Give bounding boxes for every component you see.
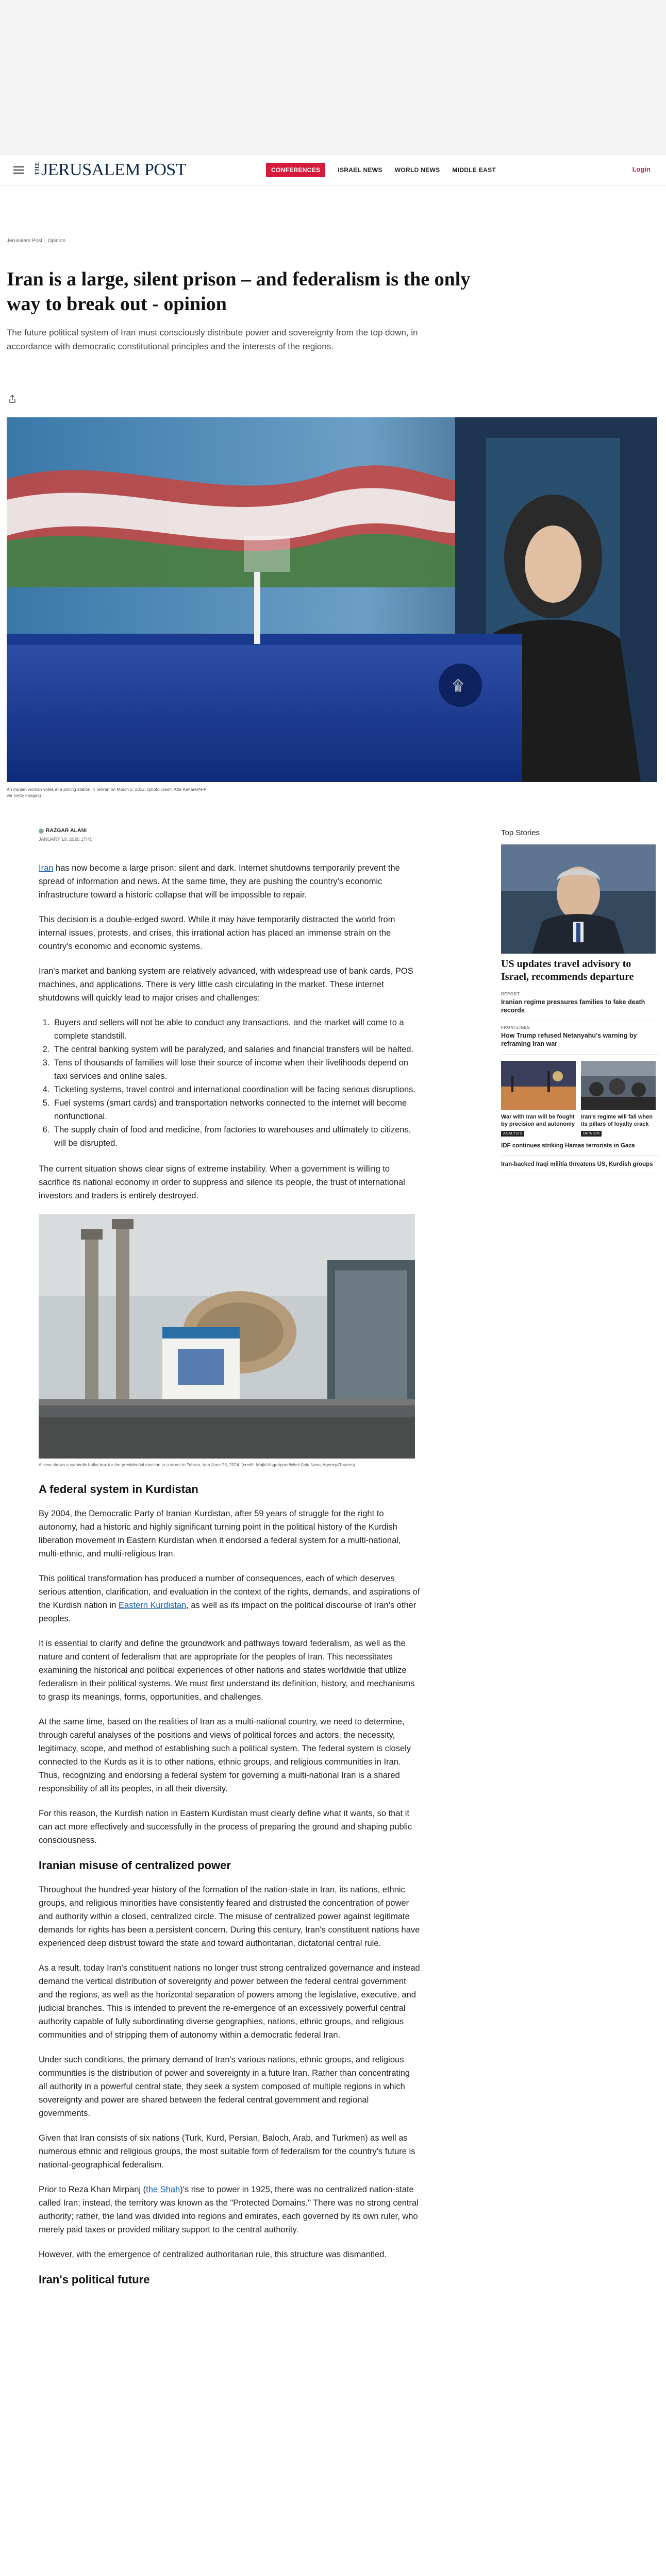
breadcrumb-section[interactable]: Opinion [47, 238, 65, 244]
main-photo-caption: An Iranian woman votes at a polling station in Tehran on March 2, 2012. (photo credit: Atta Kenare/AFP via Getty Images) [7, 787, 207, 798]
eastern-kurdistan-link[interactable]: Eastern Kurdistan [119, 1601, 187, 1610]
paragraph: The current situation shows clear signs of extreme instability. When a government is willing to sacrifice its national economy in order to suppress and silence its people, the trust of international investors and traders is entirely destroyed. [39, 1164, 405, 1200]
grid-story-image [501, 1061, 576, 1110]
sidebar-title: Top Stories [501, 828, 540, 837]
iran-link[interactable]: Iran [39, 863, 54, 873]
site-header [0, 155, 666, 185]
ballot-box-photo [39, 1214, 415, 1459]
section-heading: Iran's political future [39, 2273, 150, 2286]
list-item: 5. Fuel systems (smart cards) and transportation networks connected to the internet will become nonfunctional. [52, 1096, 420, 1123]
main-nav [266, 155, 496, 185]
list-item: 1. Buyers and sellers will not be able to conduct any transactions, and the market will come to a complete standstill. [52, 1016, 420, 1043]
main-article-photo [7, 417, 657, 782]
article-headline: Iran is a large, silent prison – and federalism is the only way to break out - opinion [7, 268, 471, 315]
opinion-badge: OPINION [581, 1131, 602, 1137]
grid-story-image [581, 1061, 656, 1110]
paragraph: Under such conditions, the primary demand of Iran's various nations, ethnic groups, and religious communities is the distribution of power and sovereignty in a future Iran. Rather than concentrating all authority in a powerful central state, they seek a system composed of multiple regions in which sovereignty and power are shared between the federal central government and regional governments. [39, 2055, 410, 2118]
paragraph: It is essential to clarify and define the groundwork and pathways toward federalism, as well as the nature and content of federalism that are appropriate for the peoples of Iran. This necessitates examining the historical and political experiences of other nations and states worldwide that utilize federalism in their political systems. We must first understand its definition, history, and mechanisms to grasp its meanings, forms, opportunities, and challenges. [39, 1639, 415, 1702]
nav-world-news[interactable]: WORLD NEWS [394, 166, 440, 174]
grid-story[interactable] [581, 1061, 656, 1137]
author-block [39, 827, 92, 843]
paragraph: Iran's market and banking system are relatively advanced, with widespread use of bank cards, POS machines, and applications. There is very little cash circulating in the market. These internet shutdowns will quickly lead to major crises and challenges: [39, 967, 413, 1003]
story-list-item[interactable]: Iran-backed Iraqi militia threatens US, Kurdish groups [501, 1156, 658, 1174]
top-ad-space [0, 0, 666, 155]
story-headline[interactable]: How Trump refused Netanyahu's warning by reframing Iran war [501, 1031, 658, 1055]
paragraph-text: )'s rise to power in 1925, there was no centralized nation-state called Iran; instead, the territory was known as the "Protected Domains." There was no strong central authority; rather, the land was divided into regions and emirates, each governed by its own ruler, who merely paid taxes or provided military support to the central authority. [39, 2185, 419, 2234]
paragraph: As a result, today Iran's constituent nations no longer trust strong centralized governance and instead demand the vertical distribution of sovereignty and power between the federal central government and the regions, as well as the horizontal separation of powers among the legislative, executive, and judicial branches. This is intended to prevent the re-emergence of an excessively powerful central authority capable of fully subordinating diverse geographies, nations, ethnic groups, and religious communities and of stripping them of autonomy within a democratic federal Iran. [39, 1963, 420, 2040]
author-avatar [39, 828, 44, 834]
paragraph: Given that Iran consists of six nations (Turk, Kurd, Persian, Baloch, Arab, and Turkmen) as well as numerous ethnic and religious groups, the most suitable form of federalism for the country's future is national-geographical federalism. [39, 2133, 415, 2170]
paragraph-text: , as well as its impact on the political discourse of Iran's other peoples. [39, 1601, 417, 1623]
top-story-headline[interactable]: US updates travel advisory to Israel, recommends departure [501, 958, 634, 982]
photo-caption: A view shows a symbolic ballot box for the presidential election in a street in Tehran, Iran June 25, 2024. (credit: Majid Asgaripour/West Asia News Agency/Reuters) [39, 1462, 355, 1467]
paragraph [39, 2183, 420, 2236]
paragraph [39, 1572, 420, 1625]
section-heading: A federal system in Kurdistan [39, 1483, 198, 1496]
paragraph-text: Prior to Reza Khan Mirpanj ( [39, 2185, 146, 2194]
svg-text:۩: ۩ [453, 678, 464, 694]
paragraph: At the same time, based on the realities of Iran as a multi-national country, we need to determine, through careful analyses of the positions and views of political forces and actors, the necessity, legitimacy, scope, and method of establishing such a political system. The federal system is closely connected to the Kurds as it is to other nations, ethnic groups, and religious communities in Iran. Thus, recognizing and endorsing a federal system for governing a multi-national Iran is a shared responsibility of all its peoples, in all their diversity. [39, 1717, 411, 1793]
paragraph: Throughout the hundred-year history of the formation of the nation-state in Iran, its nations, ethnic groups, and religious minorities have consistently feared and distrusted the concentration of power and authority within a closed, centralized circle. The misuse of centralized power against legitimate demands for rights has been a persistent concern. During this century, Iran's constituent nations have experienced deep distrust toward the state and toward authoritarian, dictatorial central rule. [39, 1885, 420, 1948]
paragraph: By 2004, the Democratic Party of Iranian Kurdistan, after 59 years of struggle for the right to autonomy, had a historic and highly significant turning point in the political history of the Kurdish liberation movement in Eastern Kurdistan when it endorsed a federal system for a multi-national, multi-ethnic, and multi-religious Iran. [39, 1509, 401, 1558]
paragraph-text: This political transformation has produced a number of consequences, each of which deserves serious attention, clarification, and evaluation in the context of the rights, demands, and aspirations of the Kurdish nation in [39, 1574, 420, 1610]
article-body [39, 861, 420, 2297]
paragraph: For this reason, the Kurdish nation in Eastern Kurdistan must clearly define what it wants, so that it can act more effectively and successfully in the process of preparing the ground and shaping public consciousness. [39, 1809, 412, 1845]
paragraph: This decision is a double-edged sword. While it may have temporarily distracted the world from internal issues, protests, and crises, this irrational action has placed an immense strain on the country's economic and economic systems. [39, 915, 395, 951]
top-stories-sidebar [501, 828, 658, 1174]
author-name[interactable]: RAZGAR ALANI [46, 828, 87, 834]
login-link[interactable]: Login [632, 165, 651, 173]
nav-israel-news[interactable]: ISRAEL NEWS [338, 166, 382, 174]
story-list-item[interactable]: IDF continues striking Hamas terrorists in Gaza [501, 1137, 658, 1156]
share-icon[interactable] [9, 395, 19, 405]
list-item: 4. Ticketing systems, travel control and international coordination will be facing serious disruptions. [52, 1083, 420, 1096]
story-tag: REPORT [501, 992, 520, 996]
paragraph [39, 861, 420, 902]
top-story-image[interactable] [501, 844, 656, 954]
paragraph: However, with the emergence of centralized authoritarian rule, this structure was dismantled. [39, 2250, 387, 2259]
shah-link[interactable]: the Shah [146, 2185, 180, 2194]
breadcrumb-home[interactable]: Jerusalem Post [7, 238, 42, 244]
grid-story-headline: Iran's regime will fall when its pillars of loyalty crack [581, 1114, 653, 1127]
logo-the: THE [34, 161, 40, 175]
grid-story[interactable] [501, 1061, 576, 1137]
nav-middle-east[interactable]: MIDDLE EAST [452, 166, 496, 174]
article-subtitle: The future political system of Iran must consciously distribute power and sovereignty from the top down, in accordance with democratic constitutional principles and the interests of the regions. [7, 328, 418, 351]
section-heading: Iranian misuse of centralized power [39, 1859, 231, 1872]
site-logo[interactable] [34, 160, 186, 180]
story-headline[interactable]: Iranian regime pressures families to fake death records [501, 998, 658, 1021]
list-item: 3. Tens of thousands of families will lose their source of income when their livelihoods depend on taxi services and online sales. [52, 1056, 420, 1083]
breadcrumb: Jerusalem Post | Opinion [7, 238, 65, 244]
story-tag: FRONTLINES [501, 1025, 530, 1030]
story-grid [501, 1061, 658, 1137]
crisis-list [52, 1016, 420, 1150]
grid-story-headline: War with Iran will be fought by precision and autonomy [501, 1114, 575, 1127]
paragraph-text: has now become a large prison: silent and dark. Internet shutdowns temporarily prevent the spread of information and news. At the same time, they are pushing the country's economic infrastructure toward a historic collapse that will be impossible to repair. [39, 863, 400, 900]
list-item: 6. The supply chain of food and medicine, from factories to warehouses and ultimately to citizens, will be disrupted. [52, 1123, 420, 1150]
logo-name: JERUSALEM POST [41, 160, 187, 179]
publish-date: JANUARY 19, 2026 17:40 [39, 837, 93, 842]
menu-icon[interactable] [13, 166, 24, 174]
list-item: 2. The central banking system will be paralyzed, and salaries and financial transfers will be halted. [52, 1043, 420, 1056]
analysis-badge: ANALYSIS [501, 1131, 524, 1137]
nav-conferences[interactable]: CONFERENCES [266, 163, 325, 177]
